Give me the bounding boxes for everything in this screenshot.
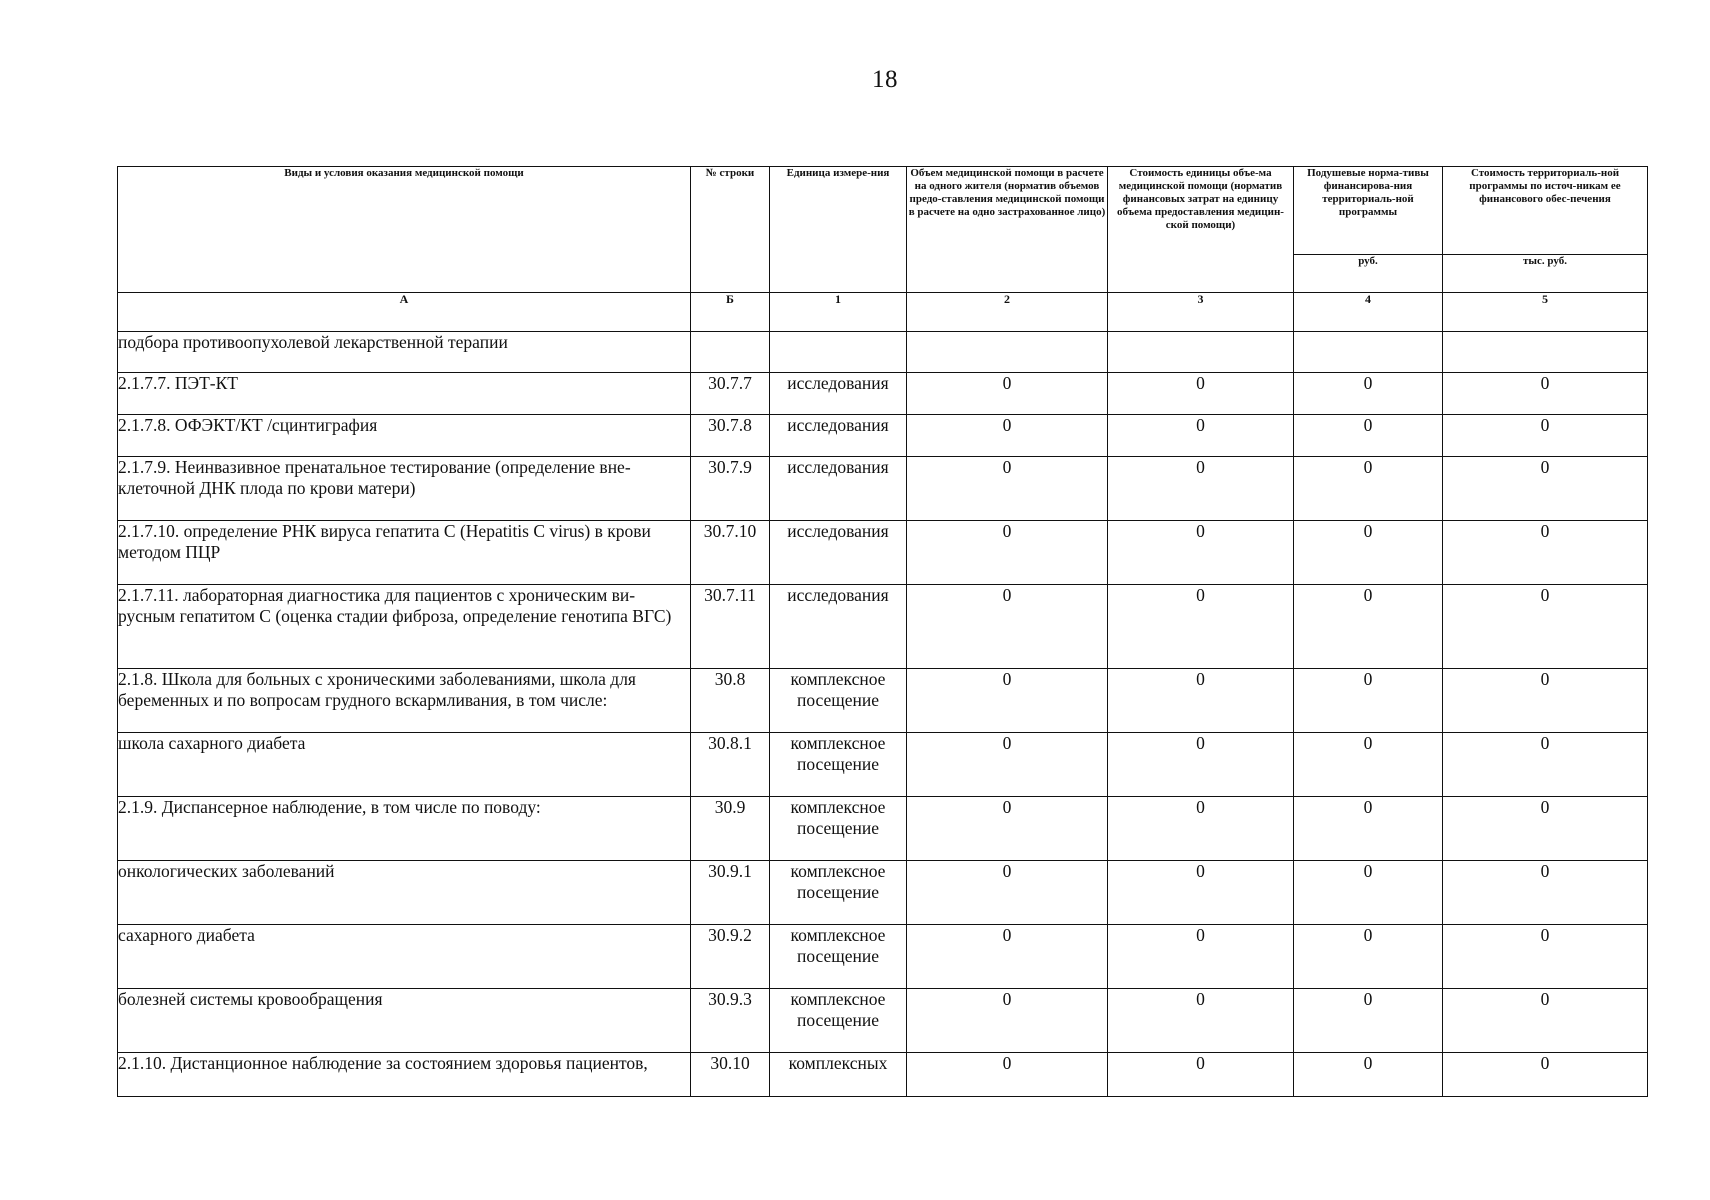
row-number: 30.10 (691, 1053, 770, 1097)
row-program-cost: 0 (1443, 861, 1648, 925)
row-description: 2.1.7.10. определение РНК вируса гепатита С (Hepatitis С virus) в крови методом ПЦР (118, 521, 691, 585)
page-number: 18 (872, 66, 898, 93)
table-row (118, 669, 1648, 733)
row-volume: 0 (907, 585, 1108, 669)
row-description: 2.1.7.9. Неинвазивное пренатальное тестирование (определение вне-клеточной ДНК плода по крови матери) (118, 457, 691, 521)
row-program-cost: 0 (1443, 1053, 1648, 1097)
header-unit: Единица измере-ния (770, 167, 907, 293)
row-unit-cost: 0 (1108, 797, 1294, 861)
header-volume: Объем медицинской помощи в расчете на одного жителя (норматив объемов предо-ставления медицинской помощи в расчете на одно застрахованное лицо) (907, 167, 1108, 293)
row-program-cost (1443, 332, 1648, 373)
row-unit-cost: 0 (1108, 669, 1294, 733)
row-per-capita: 0 (1294, 797, 1443, 861)
row-volume: 0 (907, 1053, 1108, 1097)
row-number (691, 332, 770, 373)
row-volume: 0 (907, 733, 1108, 797)
table-row (118, 585, 1648, 669)
row-unit-cost: 0 (1108, 989, 1294, 1053)
table-row (118, 989, 1648, 1053)
row-program-cost: 0 (1443, 373, 1648, 415)
row-unit: комплексное посещение (770, 669, 907, 733)
letter-b: Б (691, 293, 770, 332)
letter-a: А (118, 293, 691, 332)
row-unit: исследования (770, 373, 907, 415)
row-per-capita: 0 (1294, 989, 1443, 1053)
row-unit-cost: 0 (1108, 733, 1294, 797)
row-unit-cost: 0 (1108, 925, 1294, 989)
row-number: 30.7.9 (691, 457, 770, 521)
row-unit-cost: 0 (1108, 415, 1294, 457)
row-program-cost: 0 (1443, 521, 1648, 585)
row-program-cost: 0 (1443, 585, 1648, 669)
row-unit-cost (1108, 332, 1294, 373)
row-volume: 0 (907, 457, 1108, 521)
row-number: 30.9.2 (691, 925, 770, 989)
row-volume: 0 (907, 669, 1108, 733)
row-per-capita: 0 (1294, 669, 1443, 733)
row-per-capita: 0 (1294, 1053, 1443, 1097)
row-per-capita: 0 (1294, 925, 1443, 989)
letter-4: 4 (1294, 293, 1443, 332)
letter-1: 1 (770, 293, 907, 332)
row-per-capita: 0 (1294, 415, 1443, 457)
row-program-cost: 0 (1443, 925, 1648, 989)
row-volume: 0 (907, 925, 1108, 989)
row-program-cost: 0 (1443, 797, 1648, 861)
row-volume: 0 (907, 521, 1108, 585)
row-volume: 0 (907, 373, 1108, 415)
row-description: болезней системы кровообращения (118, 989, 691, 1053)
header-care-types: Виды и условия оказания медицинской помощи (118, 167, 691, 293)
row-unit: исследования (770, 457, 907, 521)
row-number: 30.7.7 (691, 373, 770, 415)
row-per-capita: 0 (1294, 373, 1443, 415)
header-per-capita: Подушевые норма-тивы финансирова-ния территориаль-ной программы (1294, 167, 1443, 255)
table-row (118, 861, 1648, 925)
row-number: 30.7.10 (691, 521, 770, 585)
header-per-capita-unit: руб. (1294, 255, 1443, 293)
row-unit-cost: 0 (1108, 861, 1294, 925)
row-unit-cost: 0 (1108, 457, 1294, 521)
row-volume: 0 (907, 415, 1108, 457)
row-number: 30.9.3 (691, 989, 770, 1053)
row-number: 30.8 (691, 669, 770, 733)
row-unit: исследования (770, 585, 907, 669)
row-volume: 0 (907, 861, 1108, 925)
row-description: 2.1.9. Диспансерное наблюдение, в том числе по поводу: (118, 797, 691, 861)
row-description: 2.1.10. Дистанционное наблюдение за состоянием здоровья пациентов, (118, 1053, 691, 1097)
table-row (118, 797, 1648, 861)
row-program-cost: 0 (1443, 989, 1648, 1053)
row-description: 2.1.7.7. ПЭТ-КТ (118, 373, 691, 415)
row-unit: комплексное посещение (770, 733, 907, 797)
row-program-cost: 0 (1443, 415, 1648, 457)
header-row-number: № строки (691, 167, 770, 293)
letter-5: 5 (1443, 293, 1648, 332)
header-program-cost-unit: тыс. руб. (1443, 255, 1648, 293)
row-unit: комплексное посещение (770, 797, 907, 861)
row-description: подбора противоопухолевой лекарственной терапии (118, 332, 691, 373)
row-per-capita: 0 (1294, 521, 1443, 585)
row-number: 30.7.8 (691, 415, 770, 457)
table-row (118, 332, 1648, 373)
row-number: 30.9.1 (691, 861, 770, 925)
table-row (118, 415, 1648, 457)
row-description: 2.1.7.11. лабораторная диагностика для пациентов с хроническим ви-русным гепатитом С (оценка стадии фиброза, определение генотипа ВГС) (118, 585, 691, 669)
table-row (118, 457, 1648, 521)
letter-2: 2 (907, 293, 1108, 332)
table-row (118, 733, 1648, 797)
row-unit-cost: 0 (1108, 1053, 1294, 1097)
row-unit-cost: 0 (1108, 521, 1294, 585)
medical-care-table (117, 166, 1648, 1097)
row-number: 30.8.1 (691, 733, 770, 797)
row-per-capita: 0 (1294, 457, 1443, 521)
row-unit: комплексное посещение (770, 861, 907, 925)
row-program-cost: 0 (1443, 733, 1648, 797)
row-per-capita (1294, 332, 1443, 373)
row-number: 30.9 (691, 797, 770, 861)
row-unit (770, 332, 907, 373)
row-description: сахарного диабета (118, 925, 691, 989)
row-volume: 0 (907, 989, 1108, 1053)
row-unit: исследования (770, 415, 907, 457)
header-program-cost: Стоимость территориаль-ной программы по источ-никам ее финансового обес-печения (1443, 167, 1648, 255)
row-number: 30.7.11 (691, 585, 770, 669)
row-program-cost: 0 (1443, 457, 1648, 521)
row-per-capita: 0 (1294, 861, 1443, 925)
row-description: онкологических заболеваний (118, 861, 691, 925)
row-description: школа сахарного диабета (118, 733, 691, 797)
row-description: 2.1.8. Школа для больных с хроническими заболеваниями, школа для беременных и по вопросам грудного вскармливания, в том числе: (118, 669, 691, 733)
row-per-capita: 0 (1294, 733, 1443, 797)
letter-3: 3 (1108, 293, 1294, 332)
row-unit-cost: 0 (1108, 373, 1294, 415)
row-program-cost: 0 (1443, 669, 1648, 733)
row-unit: исследования (770, 521, 907, 585)
row-unit: комплексное посещение (770, 925, 907, 989)
row-volume (907, 332, 1108, 373)
row-unit: комплексных (770, 1053, 907, 1097)
row-unit-cost: 0 (1108, 585, 1294, 669)
table-row (118, 1053, 1648, 1097)
row-per-capita: 0 (1294, 585, 1443, 669)
header-unit-cost: Стоимость единицы объе-ма медицинской помощи (норматив финансовых затрат на единицу объема предоставления медицин-ской помощи) (1108, 167, 1294, 293)
table-row (118, 521, 1648, 585)
row-unit: комплексное посещение (770, 989, 907, 1053)
row-description: 2.1.7.8. ОФЭКТ/КТ /сцинтиграфия (118, 415, 691, 457)
table-row (118, 373, 1648, 415)
table-row (118, 925, 1648, 989)
row-volume: 0 (907, 797, 1108, 861)
